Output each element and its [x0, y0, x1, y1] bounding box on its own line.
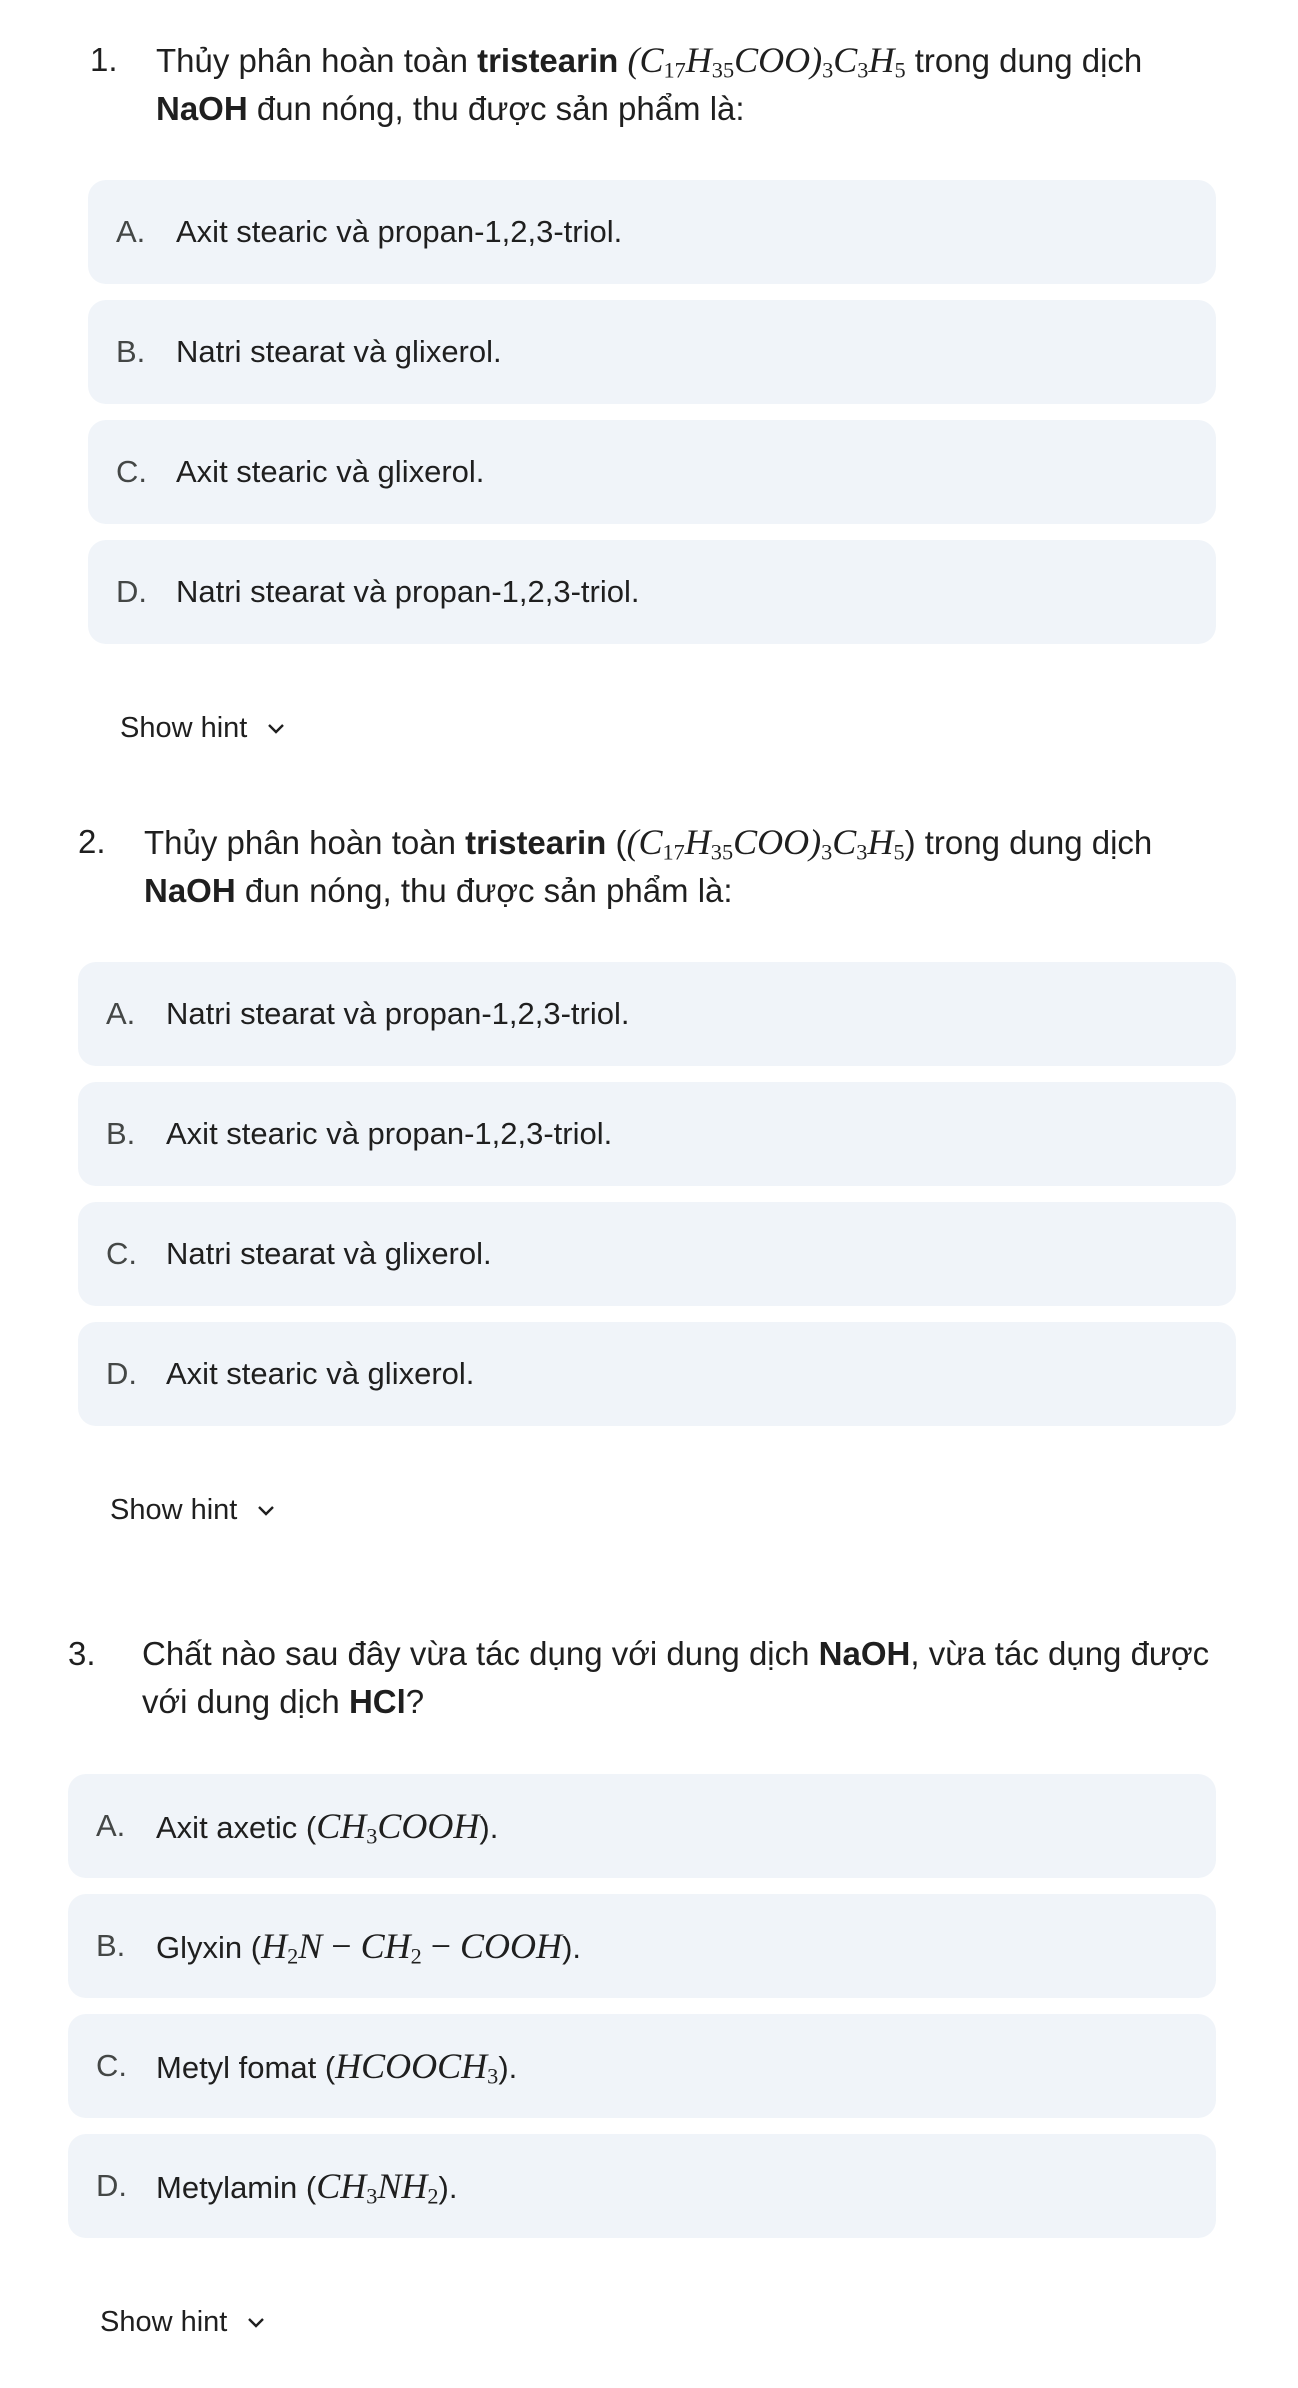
question-2: [78, 818, 1244, 915]
option-text: Axit stearic và propan-1,2,3-triol.: [166, 1116, 613, 1151]
question-2-option-c[interactable]: [78, 1202, 1236, 1306]
option-text: Natri stearat và glixerol.: [176, 334, 502, 369]
option-text: Metylamin $(CH_3NH_2)$.: [156, 2166, 458, 2209]
option-letter: A.: [116, 214, 146, 249]
question-text: Thủy phân hoàn toàn tristearin $(C_{17}H_{35}COO)_3C_3H_5$ trong dung dịch NaOH đun nóng, thu được sản phẩm là:: [156, 40, 1143, 127]
question-stem: [78, 818, 1244, 915]
show-hint-label: Show hint: [120, 712, 248, 744]
question-1-option-a[interactable]: [88, 180, 1216, 284]
chevron-down-icon: [257, 1505, 275, 1517]
question-stem: [68, 1630, 1242, 1726]
option-text: Natri stearat và propan-1,2,3-triol.: [166, 996, 630, 1031]
option-letter: C.: [106, 1236, 137, 1271]
show-hint-button[interactable]: [100, 2306, 265, 2339]
option-letter: C.: [96, 2048, 127, 2083]
formula-tristearin: $(C_{17}H_{35}COO)_3C_3H_5$: [626, 822, 905, 865]
question-1-option-c[interactable]: [88, 420, 1216, 524]
option-text: Axit stearic và propan-1,2,3-triol.: [176, 214, 623, 249]
question-2-option-d[interactable]: [78, 1322, 1236, 1426]
question-2-option-a[interactable]: [78, 962, 1236, 1066]
option-letter: D.: [116, 574, 147, 609]
question-3-option-b[interactable]: [68, 1894, 1216, 1998]
question-1: [90, 36, 1256, 133]
option-letter: D.: [96, 2168, 127, 2203]
question-3-option-c[interactable]: [68, 2014, 1216, 2118]
option-letter: B.: [116, 334, 146, 369]
question-1-option-b[interactable]: [88, 300, 1216, 404]
question-text: Chất nào sau đây vừa tác dụng với dung dịch NaOH, vừa tác dụng được với dung dịch HCl?: [142, 1635, 1210, 1720]
show-hint-button[interactable]: [110, 1494, 275, 1527]
question-number: 3.: [68, 1635, 96, 1672]
formula-methylamine: $CH_3NH_2$: [316, 2166, 439, 2209]
show-hint-label: Show hint: [110, 1494, 238, 1526]
question-stem: [90, 36, 1256, 133]
option-letter: A.: [96, 1808, 126, 1843]
formula-tristearin: $(C_{17}H_{35}COO)_3C_3H_5$: [627, 40, 906, 83]
question-text: Thủy phân hoàn toàn tristearin $((C_{17}H_{35}COO)_3C_3H_5)$ trong dung dịch NaOH đun nóng, thu được sản phẩm là:: [144, 822, 1153, 909]
question-3-option-d[interactable]: [68, 2134, 1216, 2238]
question-3: [68, 1630, 1242, 1726]
show-hint-button[interactable]: [120, 712, 285, 745]
option-text: Glyxin ($H_2N - CH_2$ − COOH).: [156, 1926, 581, 1969]
option-letter: C.: [116, 454, 147, 489]
option-letter: B.: [106, 1116, 136, 1151]
chevron-down-icon: [267, 723, 285, 735]
option-text: Metyl fomat $(HCOOCH_3)$.: [156, 2046, 518, 2089]
question-3-option-a[interactable]: [68, 1774, 1216, 1878]
option-text: Axit stearic và glixerol.: [176, 454, 485, 489]
option-text: Axit axetic $(CH_3COOH)$.: [156, 1806, 499, 1849]
formula-methyl-formate: $HCOOCH_3$: [335, 2046, 499, 2089]
option-letter: B.: [96, 1928, 126, 1963]
option-text: Natri stearat và propan-1,2,3-triol.: [176, 574, 640, 609]
question-2-option-b[interactable]: [78, 1082, 1236, 1186]
chevron-down-icon: [247, 2317, 265, 2329]
show-hint-label: Show hint: [100, 2306, 228, 2338]
option-letter: A.: [106, 996, 136, 1031]
formula-glycine: $H_2N - CH_2$ − COOH: [261, 1926, 563, 1969]
question-1-option-d[interactable]: [88, 540, 1216, 644]
question-number: 2.: [78, 823, 106, 860]
option-text: Natri stearat và glixerol.: [166, 1236, 492, 1271]
question-number: 1.: [90, 41, 118, 78]
formula-acetic-acid: $CH_3COOH$: [316, 1806, 480, 1849]
option-letter: D.: [106, 1356, 137, 1391]
option-text: Axit stearic và glixerol.: [166, 1356, 475, 1391]
